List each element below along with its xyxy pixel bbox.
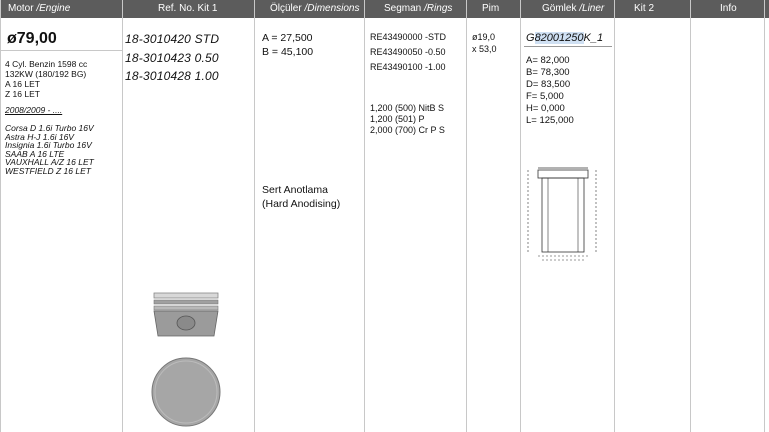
liner-dim-h: H= 0,000: [526, 103, 565, 114]
column-divider: [254, 0, 255, 432]
liner-dim-b: B= 78,300: [526, 67, 570, 78]
ring-code-100[interactable]: RE43490100 -1.00: [370, 62, 446, 72]
header-pin: Pim: [482, 3, 500, 14]
dimension-b: B = 45,100: [262, 46, 314, 58]
engine-code-2: Z 16 LET: [5, 89, 40, 99]
ring-spec-1: 1,200 (500) NitB S: [370, 103, 445, 113]
vehicle-model-4: SAAB A 16 LTE: [5, 148, 65, 159]
piston-diameter: ø79,00: [7, 30, 57, 47]
column-divider: [614, 0, 615, 432]
ring-spec-3: 2,000 (700) Cr P S: [370, 125, 445, 135]
ring-spec-2: 1,200 (501) P: [370, 114, 425, 124]
liner-dim-l: L= 125,000: [526, 115, 574, 126]
coating-en: (Hard Anodising): [262, 198, 341, 210]
column-divider: [466, 0, 467, 432]
liner-drawing: [526, 164, 602, 264]
engine-code-1: A 16 LET: [5, 79, 40, 89]
header-ref: Ref. No. Kit 1: [158, 3, 218, 14]
column-divider: [520, 0, 521, 432]
kit-ref-100[interactable]: 18-3010428 1.00: [125, 69, 219, 83]
ring-code-std[interactable]: RE43490000 -STD: [370, 32, 447, 42]
model-years: 2008/2009 - ....: [5, 105, 63, 115]
vehicle-model-3: Insignia 1.6i Turbo 16V: [5, 140, 92, 151]
engine-spec-2: 132KW (180/192 BG): [5, 69, 87, 79]
column-divider: [764, 0, 765, 432]
header-kit2: Kit 2: [634, 3, 655, 14]
engine-spec-1: 4 Cyl. Benzin 1598 cc: [5, 59, 88, 69]
piston-side-image: [150, 290, 222, 340]
coating-tr: Sert Anotlama: [262, 184, 328, 196]
column-divider: [690, 0, 691, 432]
header-dimensions: Ölçüler /Dimensions: [270, 3, 360, 14]
pin-diameter: ø19,0: [472, 32, 496, 42]
header-info: Info: [720, 3, 737, 14]
column-divider: [364, 0, 365, 432]
dimension-a: A = 27,500: [262, 32, 313, 44]
ring-code-050[interactable]: RE43490050 -0.50: [370, 47, 446, 57]
pin-length: x 53,0: [472, 44, 497, 54]
liner-underline: [524, 46, 612, 47]
kit-ref-050[interactable]: 18-3010423 0.50: [125, 51, 219, 65]
column-divider: [122, 0, 123, 432]
table-header: [0, 0, 769, 18]
vehicle-model-2: Astra H-J 1.6i 16V: [5, 131, 74, 142]
vehicle-model-5: VAUXHALL A/Z 16 LET: [5, 157, 94, 168]
row-divider: [0, 50, 122, 51]
header-rings: Segman /Rings: [384, 3, 453, 14]
liner-dim-a: A= 82,000: [526, 55, 570, 66]
vehicle-model-1: Corsa D 1.6i Turbo 16V: [5, 123, 94, 133]
liner-dim-d: D= 83,500: [526, 79, 571, 90]
vehicle-model-6: WESTFIELD Z 16 LET: [5, 166, 91, 176]
kit-ref-std[interactable]: 18-3010420 STD: [125, 32, 220, 46]
liner-dim-f: F= 5,000: [526, 91, 564, 102]
header-motor: Motor /Engine: [8, 3, 71, 14]
header-liner: Gömlek /Liner: [542, 3, 605, 14]
column-divider: [0, 0, 1, 432]
liner-part-number[interactable]: G82001250K_1: [526, 32, 604, 44]
piston-top-image: [150, 350, 222, 432]
